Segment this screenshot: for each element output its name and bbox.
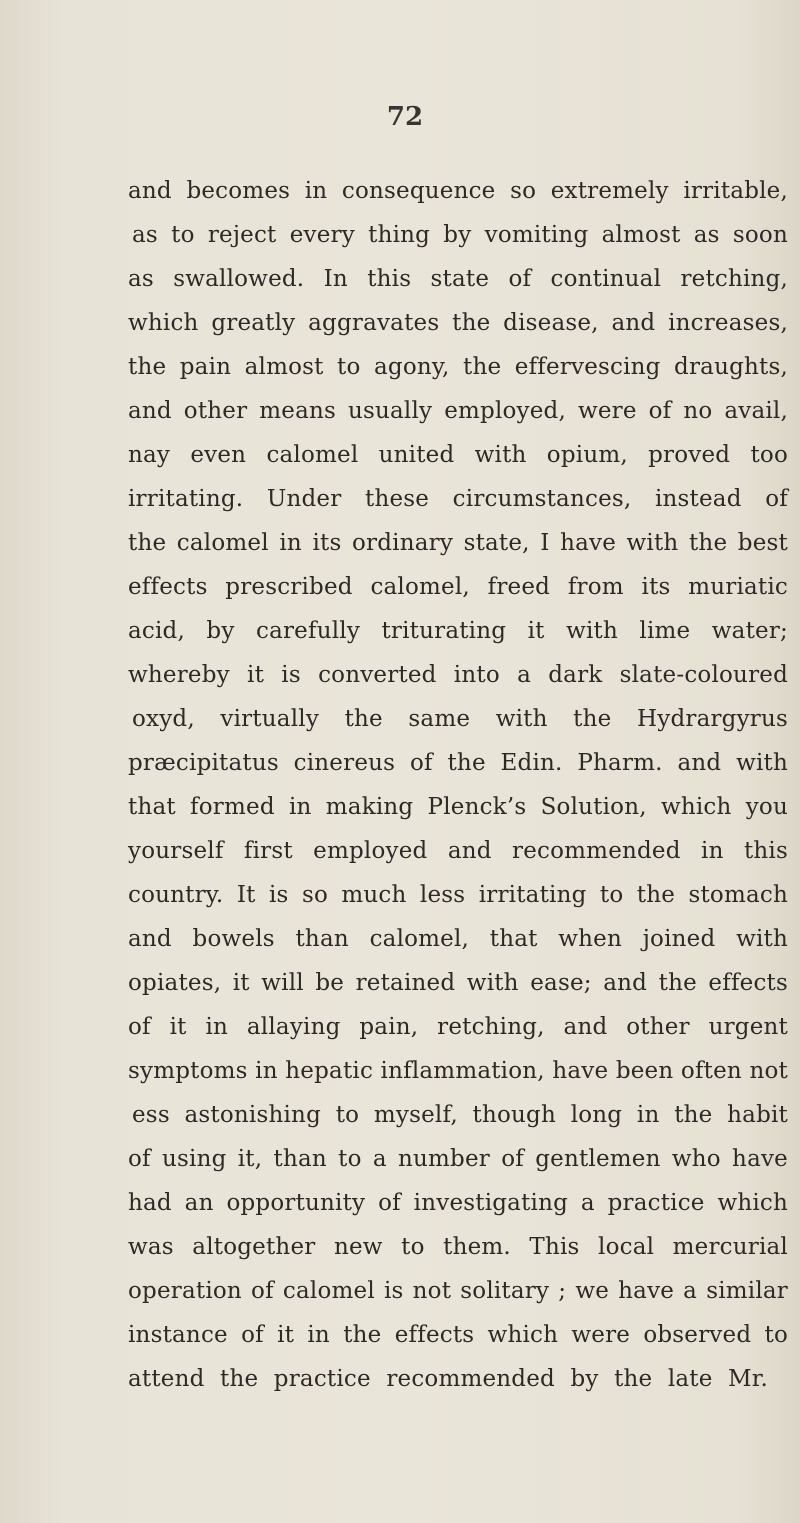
text-line: whereby it is converted into a dark slate-coloured bbox=[128, 662, 788, 688]
text-line: and bowels than calomel, that when joined with bbox=[128, 926, 788, 952]
text-line: had an opportunity of investigating a practice which bbox=[128, 1190, 788, 1216]
text-line: which greatly aggravates the disease, and increases, bbox=[128, 310, 788, 336]
text-line: nay even calomel united with opium, proved too bbox=[128, 442, 788, 468]
text-line: as swallowed. In this state of continual retching, bbox=[128, 266, 788, 292]
text-line: irritating. Under these circumstances, instead of bbox=[128, 486, 788, 512]
text-line: instance of it in the effects which were observed to bbox=[128, 1322, 788, 1348]
text-line: opiates, it will be retained with ease; and the effects bbox=[128, 970, 788, 996]
page-number: 72 bbox=[386, 102, 424, 132]
text-line: præcipitatus cinereus of the Edin. Pharm. and with bbox=[128, 750, 788, 776]
text-line: ess astonishing to myself, though long in the habit bbox=[132, 1102, 788, 1128]
text-line: symptoms in hepatic inflammation, have been often not bbox=[128, 1058, 788, 1084]
text-line: operation of calomel is not solitary ; we have a similar bbox=[128, 1278, 788, 1304]
text-line: effects prescribed calomel, freed from its muriatic bbox=[128, 574, 788, 600]
text-line: of it in allaying pain, retching, and other urgent bbox=[128, 1014, 788, 1040]
text-line: country. It is so much less irritating to the stomach bbox=[128, 882, 788, 908]
text-line: that formed in making Plenck’s Solution, which you bbox=[128, 794, 788, 820]
text-line: acid, by carefully triturating it with lime water; bbox=[128, 618, 788, 644]
text-line: was altogether new to them. This local mercurial bbox=[128, 1234, 788, 1260]
text-line: and other means usually employed, were of no avail, bbox=[128, 398, 788, 424]
text-line: attend the practice recommended by the late Mr. bbox=[128, 1366, 768, 1392]
text-line: yourself first employed and recommended in this bbox=[128, 838, 788, 864]
text-line: of using it, than to a number of gentlemen who have bbox=[128, 1146, 788, 1172]
text-line: the calomel in its ordinary state, I have with the best bbox=[128, 530, 788, 556]
text-line: oxyd, virtually the same with the Hydrargyrus bbox=[132, 706, 788, 732]
text-line: and becomes in consequence so extremely irritable, bbox=[128, 178, 788, 204]
text-line: the pain almost to agony, the effervescing draughts, bbox=[128, 354, 788, 380]
text-line: as to reject every thing by vomiting almost as soon bbox=[132, 222, 788, 248]
